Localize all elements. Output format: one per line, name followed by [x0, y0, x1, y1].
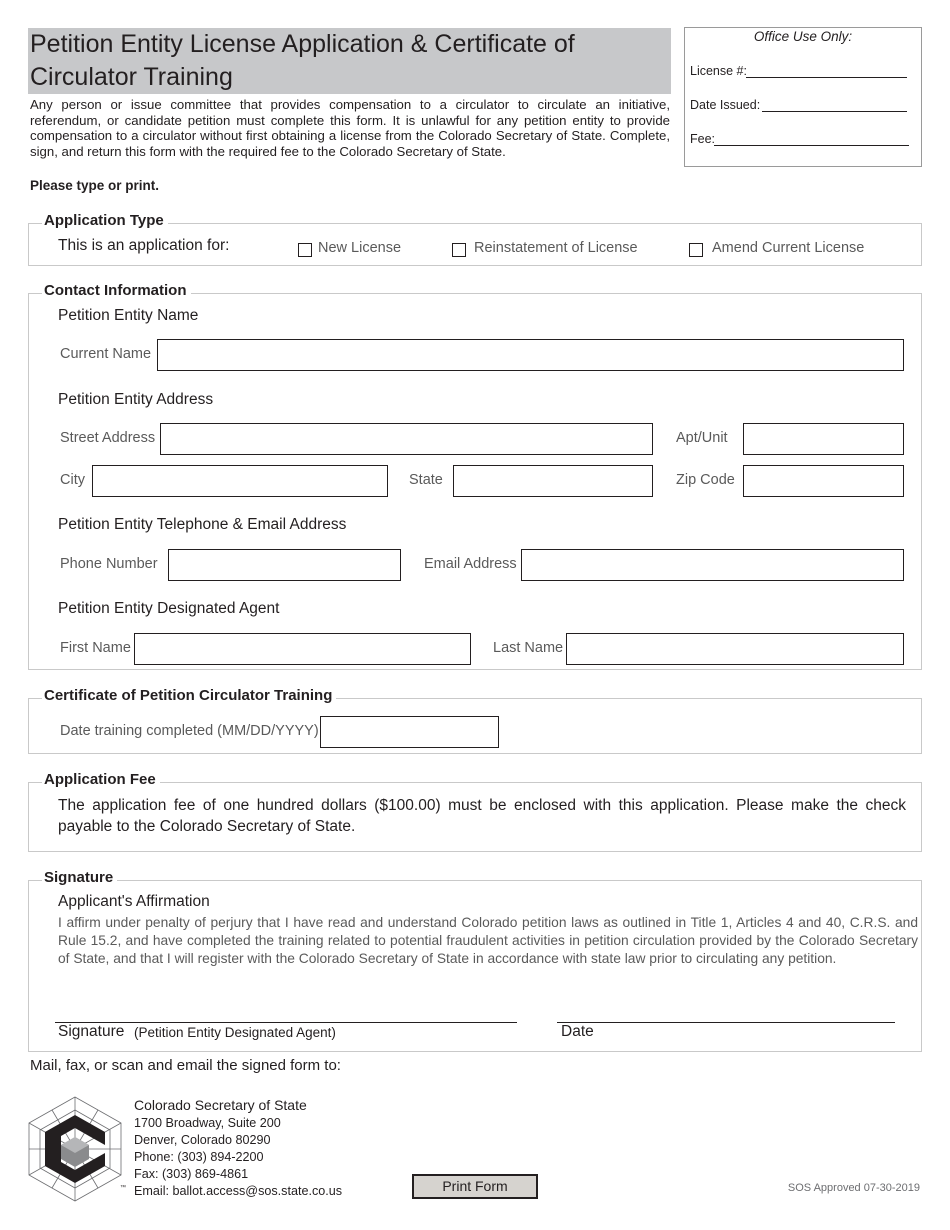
- address-street: 1700 Broadway, Suite 200: [134, 1116, 281, 1130]
- phone-number-input[interactable]: [168, 549, 401, 581]
- contact-information-legend: Contact Information: [42, 282, 191, 299]
- training-date-input[interactable]: [320, 716, 499, 748]
- address-email: Email: ballot.access@sos.state.co.us: [134, 1184, 343, 1198]
- last-name-label: Last Name: [493, 640, 564, 656]
- office-license-line: [746, 77, 907, 78]
- intro-text: Any person or issue committee that provides compensation to a circulator to circulate an initiative, referendum, or candidate petition must complete this form. It is unlawful for any petition entity to provide compensation to a circulator without first obtaining a license from the Colorado Secretary of State. Complete, sign, and return this form with the required fee to the Colorado Secretary of State.: [30, 97, 670, 159]
- new-license-checkbox[interactable]: [298, 243, 312, 257]
- amend-license-checkbox[interactable]: [689, 243, 703, 257]
- city-input[interactable]: [92, 465, 388, 497]
- reinstatement-label: Reinstatement of License: [474, 240, 638, 256]
- please-type-note: Please type or print.: [30, 178, 160, 193]
- signature-date-label: Date: [561, 1023, 594, 1040]
- approval-note: SOS Approved 07-30-2019: [787, 1182, 920, 1194]
- phone-number-label: Phone Number: [60, 556, 158, 572]
- print-form-button[interactable]: Print Form: [412, 1174, 538, 1199]
- zip-code-label: Zip Code: [676, 472, 735, 488]
- state-label: State: [409, 472, 443, 488]
- city-label: City: [60, 472, 85, 488]
- office-fee-line: [714, 145, 909, 146]
- affirmation-text: I affirm under penalty of perjury that I have read and understand Colorado petition laws as outlined in Title 1, Articles 4 and 40, C.R.S. and Rule 15.2, and have completed the training related to potential fraudulent activities in petition circulation provided by the Colorado Secretary of State, and that I will register with the Colorado Secretary of State in accordance with state law prior to circulating any petition.: [58, 915, 918, 966]
- first-name-label: First Name: [60, 640, 131, 656]
- office-fee-label: Fee:: [690, 132, 716, 146]
- application-type-legend: Application Type: [42, 212, 168, 229]
- mail-instructions: Mail, fax, or scan and email the signed form to:: [30, 1057, 341, 1074]
- apt-unit-input[interactable]: [743, 423, 904, 455]
- office-use-title: Office Use Only:: [753, 29, 853, 44]
- date-line[interactable]: [557, 1022, 895, 1023]
- zip-code-input[interactable]: [743, 465, 904, 497]
- application-fee-legend: Application Fee: [42, 771, 160, 788]
- office-date-issued-line: [762, 111, 907, 112]
- application-fee-text: The application fee of one hundred dollars ($100.00) must be enclosed with this application. Please make the check payable to the Colorado Secretary of State.: [58, 797, 906, 835]
- state-input[interactable]: [453, 465, 653, 497]
- signature-sublabel: (Petition Entity Designated Agent): [134, 1025, 336, 1040]
- affirmation-heading: Applicant's Affirmation: [58, 893, 210, 910]
- phone-email-heading: Petition Entity Telephone & Email Address: [58, 516, 347, 533]
- current-name-input[interactable]: [157, 339, 904, 371]
- email-address-label: Email Address: [424, 556, 517, 572]
- last-name-input[interactable]: [566, 633, 904, 665]
- address-city: Denver, Colorado 80290: [134, 1133, 271, 1147]
- signature-label: Signature: [58, 1023, 125, 1040]
- trademark-mark: ™: [120, 1185, 126, 1191]
- training-date-label: Date training completed (MM/DD/YYYY): [60, 723, 319, 739]
- amend-license-label: Amend Current License: [712, 240, 865, 256]
- application-type-prompt: This is an application for:: [58, 237, 230, 254]
- address-fax: Fax: (303) 869-4861: [134, 1167, 249, 1181]
- colorado-sos-seal-icon: [27, 1095, 123, 1203]
- office-license-label: License #:: [690, 64, 747, 78]
- email-address-input[interactable]: [521, 549, 904, 581]
- designated-agent-heading: Petition Entity Designated Agent: [58, 600, 280, 617]
- address-phone: Phone: (303) 894-2200: [134, 1150, 264, 1164]
- new-license-label: New License: [318, 240, 402, 256]
- signature-legend: Signature: [42, 869, 117, 886]
- office-use-box: [684, 27, 922, 167]
- page-title: Petition Entity License Application & Certificate of Circulator Training: [30, 30, 575, 91]
- address-org: Colorado Secretary of State: [134, 1097, 307, 1113]
- reinstatement-checkbox[interactable]: [452, 243, 466, 257]
- apt-unit-label: Apt/Unit: [676, 430, 728, 446]
- first-name-input[interactable]: [134, 633, 471, 665]
- entity-address-heading: Petition Entity Address: [58, 391, 214, 408]
- entity-name-heading: Petition Entity Name: [58, 307, 199, 324]
- street-address-input[interactable]: [160, 423, 653, 455]
- street-address-label: Street Address: [60, 430, 156, 446]
- office-date-issued-label: Date Issued:: [690, 98, 761, 112]
- training-legend: Certificate of Petition Circulator Training: [42, 687, 336, 704]
- current-name-label: Current Name: [60, 346, 152, 362]
